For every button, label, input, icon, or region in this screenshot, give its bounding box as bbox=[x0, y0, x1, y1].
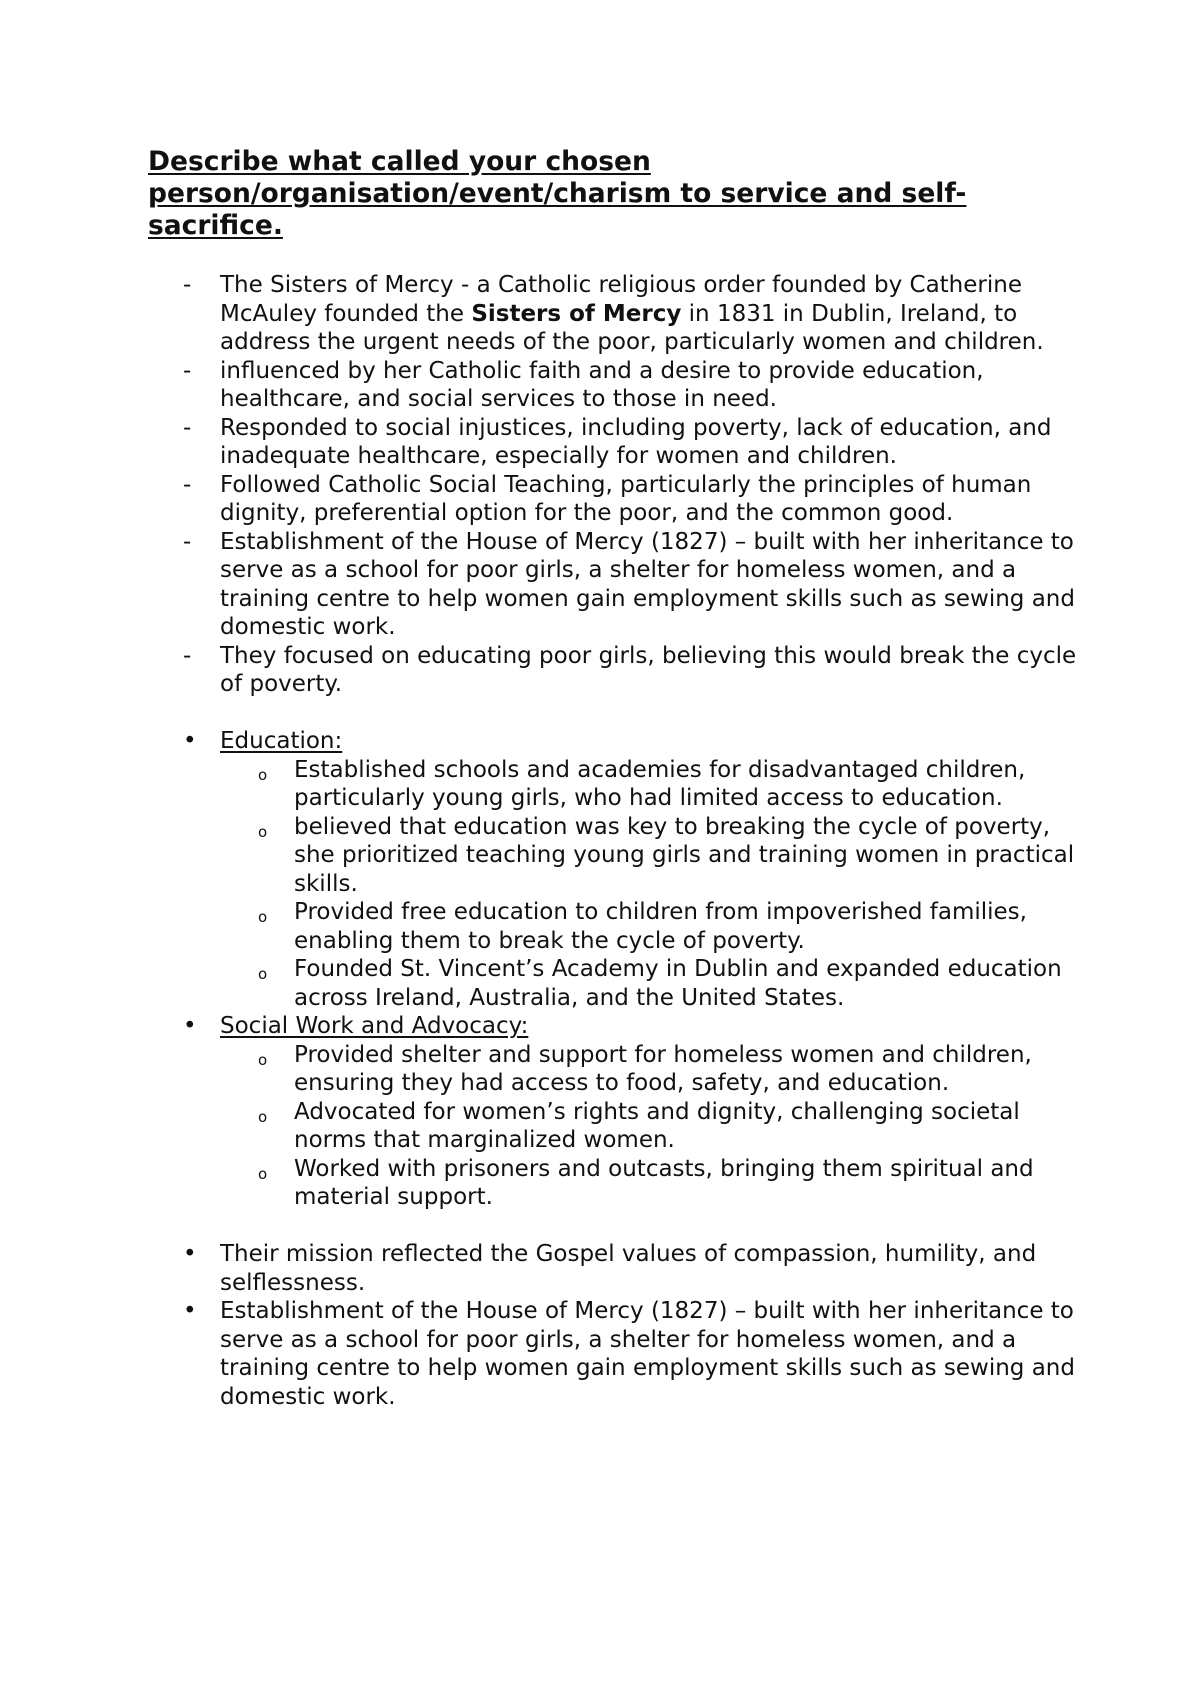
education-item-2-text: believed that education was key to breaking the cycle of poverty, she prioritized teaching young girls and training women in practical skills. bbox=[294, 813, 1075, 897]
intro-item-1-text: The Sisters of Mercy - a Catholic religious order founded by Catherine McAuley founded the bbox=[220, 272, 1022, 327]
document-body bbox=[0, 271, 1200, 1411]
education-item-4 bbox=[0, 955, 1080, 1012]
bullet-marker: • bbox=[183, 1013, 197, 1039]
intro-item-5-text: Establishment of the House of Mercy (1827) – built with her inheritance to serve as a school for poor girls, a shelter for homeless women, and a training centre to help women gain employment skills such as sewing and domestic work. bbox=[220, 528, 1075, 640]
education-item-3 bbox=[0, 898, 1080, 955]
closing-item-2-text: Establishment of the House of Mercy (1827) – built with her inheritance to serve as a school for poor girls, a shelter for homeless women, and a training centre to help women gain employment skills such as sewing and domestic work. bbox=[220, 1298, 1075, 1410]
dash-marker: - bbox=[183, 357, 192, 384]
intro-item-2-text: influenced by her Catholic faith and a desire to provide education, healthcare, and social services to those in need. bbox=[220, 357, 984, 412]
intro-item-6-text: They focused on educating poor girls, believing this would break the cycle of poverty. bbox=[220, 642, 1077, 697]
intro-item-1-bold: Sisters of Mercy bbox=[471, 300, 682, 327]
circle-marker: o bbox=[258, 765, 268, 784]
dash-marker: - bbox=[183, 272, 192, 298]
social-work-item-3-text: Worked with prisoners and outcasts, bringing them spiritual and material support. bbox=[294, 1155, 1034, 1210]
circle-marker: o bbox=[258, 965, 268, 983]
intro-item-4 bbox=[0, 471, 1080, 528]
document-title: Describe what called your chosen person/organisation/event/charism to service and self-sacrifice. bbox=[148, 146, 967, 241]
bullet-marker: • bbox=[183, 1298, 197, 1324]
education-heading-item bbox=[0, 727, 1080, 756]
dash-marker: - bbox=[183, 414, 192, 441]
intro-item-3-text: Responded to social injustices, including poverty, lack of education, and inadequate healthcare, especially for women and children. bbox=[220, 414, 1052, 469]
closing-item-1 bbox=[0, 1240, 1080, 1297]
dash-marker: - bbox=[183, 471, 192, 498]
intro-item-4-text: Followed Catholic Social Teaching, particularly the principles of human dignity, preferential option for the poor, and the common good. bbox=[220, 471, 1032, 526]
education-item-4-text: Founded St. Vincent’s Academy in Dublin and expanded education across Ireland, Australia, and the United States. bbox=[294, 956, 1062, 1011]
intro-item-5 bbox=[0, 528, 1080, 642]
social-work-item-1-text: Provided shelter and support for homeless women and children, ensuring they had access to food, safety, and education. bbox=[294, 1041, 1032, 1096]
circle-marker: o bbox=[258, 1107, 268, 1126]
dash-marker: - bbox=[183, 528, 192, 555]
social-work-item-3 bbox=[0, 1155, 1080, 1212]
intro-item-2 bbox=[0, 357, 1080, 414]
education-heading: Education: bbox=[220, 728, 343, 754]
closing-item-2 bbox=[0, 1297, 1080, 1411]
circle-marker: o bbox=[258, 822, 268, 841]
education-item-1-text: Established schools and academies for disadvantaged children, particularly young girls, who had limited access to education. bbox=[294, 756, 1026, 811]
intro-item-3 bbox=[0, 414, 1080, 471]
education-item-1 bbox=[0, 756, 1080, 813]
spacer bbox=[0, 699, 1200, 728]
education-item-3-text: Provided free education to children from impoverished families, enabling them to break the cycle of poverty. bbox=[294, 899, 1027, 954]
spacer bbox=[0, 1212, 1200, 1241]
intro-item-1-text-end: in 1831 in Dublin, Ireland, to address the urgent needs of the poor, particularly women and children. bbox=[220, 300, 1044, 355]
circle-marker: o bbox=[258, 908, 268, 926]
circle-marker: o bbox=[258, 1164, 268, 1183]
bullet-marker: • bbox=[183, 728, 197, 754]
closing-item-1-text: Their mission reflected the Gospel values of compassion, humility, and selflessness. bbox=[220, 1241, 1037, 1296]
social-work-item-1 bbox=[0, 1041, 1080, 1098]
social-work-heading: Social Work and Advocacy: bbox=[220, 1013, 529, 1039]
education-item-2 bbox=[0, 813, 1080, 899]
social-work-item-2 bbox=[0, 1098, 1080, 1155]
dash-marker: - bbox=[183, 642, 192, 669]
bullet-marker: • bbox=[183, 1241, 197, 1267]
circle-marker: o bbox=[258, 1050, 268, 1069]
intro-item-6 bbox=[0, 642, 1080, 699]
intro-item-1 bbox=[0, 271, 1080, 357]
social-work-item-2-text: Advocated for women’s rights and dignity, challenging societal norms that marginalized women. bbox=[294, 1098, 1020, 1153]
social-work-heading-item bbox=[0, 1012, 1080, 1041]
